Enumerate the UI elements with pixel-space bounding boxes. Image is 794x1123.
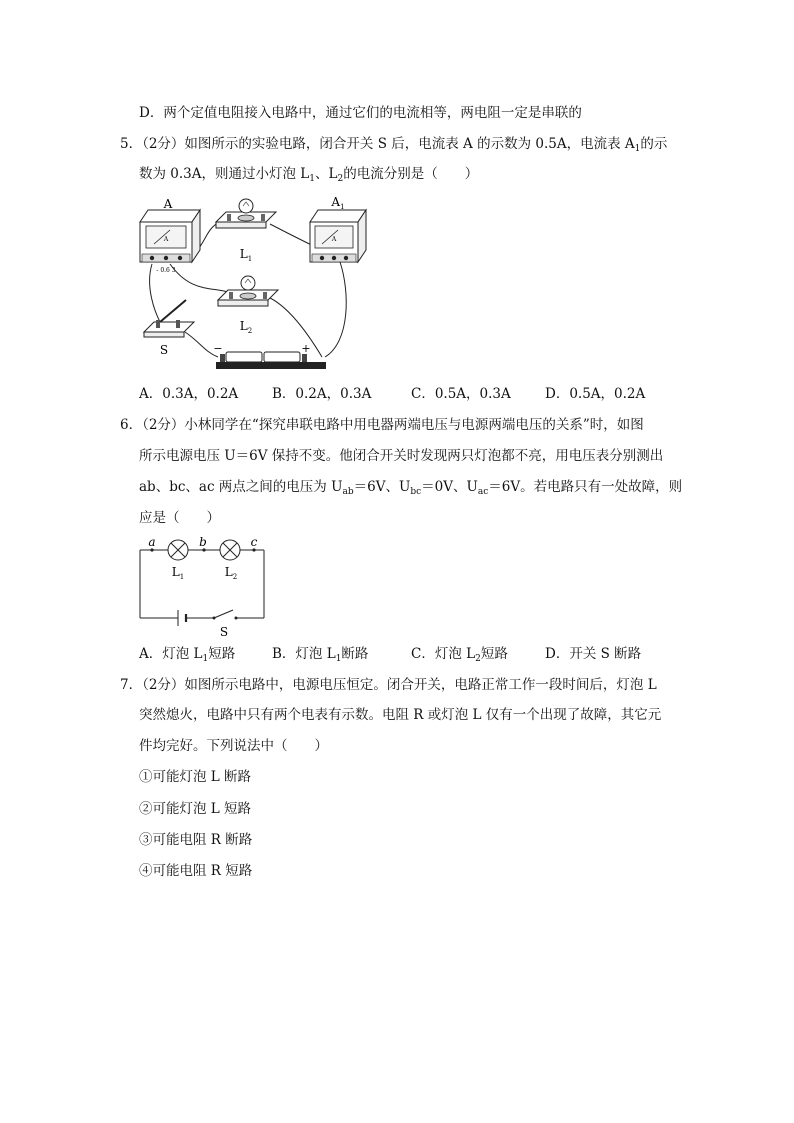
lamp2-sub: 2 [232,573,238,581]
lamp-l2-label [240,319,252,335]
q6-circuit-figure [130,534,275,640]
q6-stem-line1: 6．（2分）小林同学在“探究串联电路中用电器两端电压与电源两端电压的关系”时，如图 [120,417,644,433]
switch-s-label: S [219,625,229,639]
option-text: B．灯泡 L [272,646,336,662]
q6-option-d[interactable] [545,644,641,664]
q5-sub: 1 [634,144,641,154]
q6-stem-line2: 所示电源电压 U＝6V 保持不变。他闭合开关时发现两只灯泡都不亮，用电压表分别测出 [139,448,664,464]
battery-plus-label: + [301,342,311,355]
meter-face-label: A [331,236,337,243]
lamp-l1-label [240,247,252,263]
lamp1-letter: L [239,247,248,261]
q5-stem-line2 [139,164,478,189]
q6-sub: ac [477,487,489,497]
q6-stem-text: ＝6V。若电路只有一处故障，则 [488,479,683,495]
meter-face-label: A [163,236,169,243]
q6-option-c[interactable] [411,644,508,669]
option-sub: 1 [335,654,342,664]
q5-option-b[interactable]: B．0.2A，0.3A [272,386,372,402]
q5-stem-text: 的电流分别是（ ） [343,166,479,182]
lamp2-letter: L [224,565,233,579]
q6-sub: bc [410,487,422,497]
q7-stem-line1: 7．（2分）如图所示电路中，电源电压恒定。闭合开关，电路正常工作一段时间后，灯泡 L [120,677,657,693]
battery-icon [178,610,186,626]
q6-stem-text: ＝0V、U [421,479,478,495]
q5-sub: 2 [337,174,344,184]
q5-circuit-figure [130,192,370,374]
q5-option-a[interactable]: A．0.3A，0.2A [139,386,239,402]
lamp-l2-icon [220,540,240,560]
lamp1-sub: 1 [179,573,185,581]
q7-item-2[interactable]: ②可能灯泡 L 短路 [139,801,252,817]
q4-option-d: D．两个定值电阻接入电路中，通过它们的电流相等，两电阻一定是串联的 [139,105,582,121]
meter-a1-letter: A [331,195,341,209]
option-sub: 1 [202,654,209,664]
point-a-label: a [148,535,156,549]
lamp1-sub: 1 [247,255,253,263]
meter-a1-label [330,195,344,211]
lamp-l1-icon [168,540,188,560]
switch-s-icon [144,300,194,337]
option-text: 短路 [208,646,236,662]
q5-stem-text: 的示 [640,136,668,152]
option-text: C．灯泡 L [411,646,476,662]
wire [170,264,228,292]
option-sub: 2 [475,654,481,664]
q7-item-3[interactable]: ③可能电阻 R 断路 [139,832,253,848]
lamp-l2-icon [218,276,278,306]
q5-stem-text: 5．（2分）如图所示的实验电路，闭合开关 S 后，电流表 A 的示数为 0.5A，电流表 A [120,136,635,152]
q7-stem-line2: 突然熄火，电路中只有两个电表有示数。电阻 R 或灯泡 L 仅有一个出现了故障，其它元 [139,707,662,723]
point-b-label: b [199,535,207,549]
lamp-l1-label [172,565,184,581]
q5-options [139,384,699,404]
q7-stem-line3: 件均完好。下列说法中（ ） [139,738,328,754]
q6-stem-text: ＝6V、U [353,479,411,495]
ammeter-a-icon [140,210,200,262]
q5-stem-line1 [120,134,667,159]
lamp2-sub: 2 [247,327,253,335]
q5-sub: 1 [309,174,316,184]
q6-option-b[interactable] [272,644,368,669]
point-c-label: c [250,535,258,549]
lamp2-letter: L [239,319,248,333]
battery-minus-label: − [213,342,223,355]
q7-item-1[interactable]: ①可能灯泡 L 断路 [139,769,252,785]
q7-item-4[interactable]: ④可能电阻 R 短路 [139,863,253,879]
meter-a-label: A [163,197,173,211]
switch-s-label: S [159,343,169,357]
meter-a1-sub: 1 [340,203,345,211]
option-text: D．开关 S 断路 [545,646,642,662]
q6-option-a[interactable] [139,644,235,669]
lamp-l2-label [225,565,237,581]
wire [268,297,322,357]
lamp1-letter: L [171,565,180,579]
q6-sub: ab [342,487,354,497]
q5-stem-text: 、L [315,166,338,182]
q6-stem-line3 [139,477,682,502]
option-text: 短路 [480,646,508,662]
ammeter-a1-icon [310,210,366,262]
q6-stem-line4: 应是（ ） [139,510,220,526]
meter-terminal-label: - 0.6 3 [156,267,176,274]
q5-option-c[interactable]: C．0.5A，0.3A [411,386,511,402]
wire [325,262,346,357]
switch-s-icon [213,610,238,620]
lamp-l1-icon [216,199,276,228]
option-text: 断路 [341,646,369,662]
q5-option-d[interactable]: D．0.5A，0.2A [545,386,646,402]
q5-stem-text: 数为 0.3A，则通过小灯泡 L [139,166,310,182]
q6-stem-text: ab、bc、ac 两点之间的电压为 U [139,479,343,495]
q6-options [139,644,699,664]
option-text: A．灯泡 L [139,646,203,662]
